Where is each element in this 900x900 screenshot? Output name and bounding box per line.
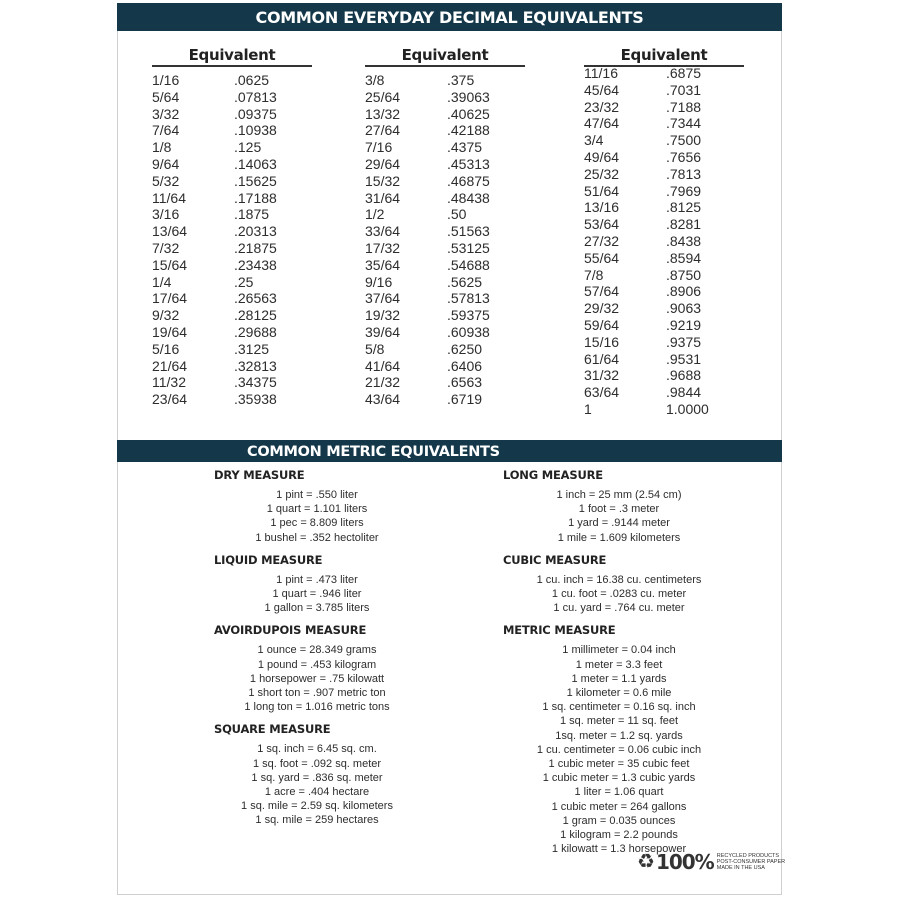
decimal-value: .14063 — [234, 155, 277, 172]
table-row — [152, 206, 312, 223]
decimal-value: .3125 — [234, 340, 270, 357]
recycled-text: RECYCLED PRODUCTS POST-CONSUMER PAPER MADE IN THE USA — [716, 853, 786, 871]
table-row — [584, 132, 744, 149]
fraction: 11/32 — [152, 374, 186, 391]
conversion-item: 1 sq. centimeter = 0.16 sq. inch — [542, 701, 696, 714]
fraction: 13/64 — [152, 223, 188, 240]
decimal-value: .5625 — [447, 273, 483, 290]
table-row — [365, 240, 525, 257]
table-row — [584, 250, 744, 267]
decimal-value: .9844 — [666, 384, 702, 401]
conversion-item: 1 meter = 3.3 feet — [575, 658, 663, 671]
decimal-value: .28125 — [234, 307, 277, 324]
table-row — [152, 307, 312, 324]
decimal-value: .51563 — [447, 223, 490, 240]
fraction: 31/32 — [584, 367, 620, 384]
measure-group — [214, 623, 454, 714]
table-row — [365, 374, 525, 391]
conversion-item: 1 inch = 25 mm (2.54 cm) — [556, 489, 682, 501]
fraction: 13/16 — [584, 199, 620, 216]
table-row — [152, 139, 312, 156]
table-row — [584, 82, 744, 99]
decimal-value: .21875 — [234, 239, 277, 256]
decimal-value: .40625 — [447, 105, 490, 122]
decimal-value: .15625 — [234, 172, 277, 189]
table-row — [365, 341, 525, 358]
decimal-value: .48438 — [447, 189, 490, 206]
decimal-value: .9375 — [666, 333, 702, 350]
table-row — [152, 240, 312, 257]
decimal-value: .9219 — [666, 316, 702, 333]
fraction: 1 — [584, 400, 592, 417]
fraction: 19/64 — [152, 323, 188, 340]
fraction: 3/8 — [365, 72, 385, 88]
conversion-item: 1 horsepower = .75 kilowatt — [249, 672, 385, 685]
table-row — [365, 122, 525, 139]
table-row — [152, 173, 312, 190]
metric-left-column — [214, 468, 454, 836]
decimal-value: .125 — [234, 139, 262, 156]
decimal-value: .6719 — [447, 391, 483, 408]
measure-group — [214, 468, 454, 545]
conversion-item: 1 sq. yard = .836 sq. meter — [251, 771, 383, 784]
measure-group-title: LIQUID MEASURE — [214, 552, 323, 567]
decimal-value: .57813 — [447, 290, 490, 307]
fraction: 33/64 — [365, 223, 401, 240]
table-row — [365, 324, 525, 341]
table-row — [584, 216, 744, 233]
decimal-value: .4375 — [447, 139, 483, 156]
decimal-value: .29688 — [234, 323, 277, 340]
conversion-item: 1 pound = .453 kilogram — [257, 658, 377, 671]
decimal-value: .17188 — [234, 189, 277, 206]
fraction: 49/64 — [584, 148, 620, 165]
decimal-value: .07813 — [234, 88, 277, 105]
recycled-badge — [637, 852, 785, 872]
decimal-value: .26563 — [234, 290, 277, 307]
table-row — [584, 166, 744, 183]
fraction: 7/8 — [584, 266, 604, 283]
decimal-value: .09375 — [234, 105, 277, 122]
column-header: Equivalent — [188, 46, 276, 64]
table-row — [584, 300, 744, 317]
conversion-item: 1 sq. inch = 6.45 sq. cm. — [257, 743, 377, 756]
recycled-percent: 100% — [655, 850, 714, 874]
conversion-item: 1 bushel = .352 hectoliter — [255, 531, 379, 544]
fraction: 45/64 — [584, 81, 620, 98]
decimal-value: .375 — [447, 72, 475, 88]
conversion-item: 1 long ton = 1.016 metric tons — [244, 701, 390, 714]
fraction: 11/64 — [152, 189, 186, 206]
fraction: 57/64 — [584, 283, 620, 300]
table-row — [152, 274, 312, 291]
conversion-item: 1 mile = 1.609 kilometers — [557, 531, 681, 544]
fraction: 31/64 — [365, 189, 401, 206]
decimal-value: .7188 — [666, 98, 702, 115]
decimal-value: .1875 — [234, 206, 270, 223]
fraction: 7/32 — [152, 239, 180, 256]
fraction: 47/64 — [584, 115, 620, 132]
fraction: 55/64 — [584, 249, 620, 266]
decimal-value: .39063 — [447, 88, 490, 105]
decimal-value: .7969 — [666, 182, 702, 199]
table-row — [584, 199, 744, 216]
conversion-item: 1 pint = .550 liter — [276, 489, 358, 501]
decimal-value: .32813 — [234, 357, 277, 374]
conversion-item: 1 cu. centimeter = 0.06 cubic inch — [536, 743, 702, 756]
decimal-value: .9063 — [666, 300, 702, 317]
table-row — [152, 89, 312, 106]
table-row — [152, 190, 312, 207]
fraction: 1/4 — [152, 273, 172, 290]
fraction: 21/32 — [365, 374, 401, 391]
fraction: 11/16 — [584, 65, 618, 81]
fraction: 29/32 — [584, 300, 620, 317]
measure-group — [214, 722, 454, 827]
decimal-value: .7031 — [666, 81, 702, 98]
fraction: 3/16 — [152, 206, 180, 223]
fraction: 29/64 — [365, 155, 401, 172]
decimal-value: .6406 — [447, 357, 483, 374]
table-row — [365, 72, 525, 89]
table-row — [365, 223, 525, 240]
decimal-value: .34375 — [234, 374, 277, 391]
column-header: Equivalent — [401, 46, 489, 64]
conversion-item: 1 kilowatt = 1.3 horsepower — [551, 843, 687, 856]
table-row — [584, 99, 744, 116]
fraction: 37/64 — [365, 290, 401, 307]
conversion-item: 1 acre = .404 hectare — [264, 786, 370, 799]
table-row — [152, 72, 312, 89]
table-row — [584, 65, 744, 82]
fraction: 63/64 — [584, 384, 620, 401]
table-row — [152, 391, 312, 408]
fraction: 61/64 — [584, 350, 620, 367]
metric-right-column — [503, 468, 763, 864]
conversion-item: 1 sq. foot = .092 sq. meter — [252, 757, 382, 770]
table-row — [584, 183, 744, 200]
table-row — [584, 317, 744, 334]
table-row — [152, 358, 312, 375]
header-rule — [152, 65, 312, 67]
decimal-column-1 — [152, 46, 312, 408]
fraction: 23/32 — [584, 98, 620, 115]
conversion-item: 1 sq. mile = 259 hectares — [255, 814, 379, 827]
fraction: 1/16 — [152, 72, 180, 88]
fraction: 15/32 — [365, 172, 401, 189]
decimal-value: .59375 — [447, 307, 490, 324]
decimal-value: .7500 — [666, 132, 702, 149]
measure-group-title: DRY MEASURE — [214, 468, 305, 482]
conversion-item: 1 kilometer = 0.6 mile — [566, 687, 672, 700]
fraction: 15/16 — [584, 333, 620, 350]
conversion-item: 1 meter = 1.1 yards — [571, 672, 667, 685]
conversion-item: 1sq. meter = 1.2 sq. yards — [555, 729, 683, 742]
conversion-item: 1 liter = 1.06 quart — [574, 786, 664, 799]
decimal-section-title: COMMON EVERYDAY DECIMAL EQUIVALENTS — [117, 3, 782, 31]
decimal-value: .23438 — [234, 256, 277, 273]
conversion-item: 1 quart = .946 liter — [272, 588, 362, 601]
fraction: 13/32 — [365, 105, 401, 122]
fraction: 15/64 — [152, 256, 188, 273]
fraction: 3/32 — [152, 105, 180, 122]
table-row — [365, 156, 525, 173]
decimal-value: .10938 — [234, 122, 277, 139]
measure-group-title: LONG MEASURE — [503, 468, 603, 482]
decimal-value: .60938 — [447, 323, 490, 340]
fraction: 27/32 — [584, 232, 620, 249]
fraction: 41/64 — [365, 357, 401, 374]
conversion-item: 1 yard = .9144 meter — [568, 517, 670, 530]
metric-section-title: COMMON METRIC EQUIVALENTS — [117, 440, 782, 462]
fraction: 43/64 — [365, 391, 401, 408]
conversion-item: 1 kilogram = 2.2 pounds — [560, 829, 678, 842]
decimal-value: .7344 — [666, 115, 702, 132]
decimal-value: .7656 — [666, 148, 702, 165]
table-row — [365, 358, 525, 375]
table-row — [365, 274, 525, 291]
conversion-item: 1 cu. foot = .0283 cu. meter — [551, 588, 687, 601]
decimal-value: .9688 — [666, 367, 702, 384]
decimal-value: .8125 — [666, 199, 702, 216]
table-row — [365, 257, 525, 274]
table-row — [584, 334, 744, 351]
decimal-value: .8906 — [666, 283, 702, 300]
fraction: 5/32 — [152, 172, 180, 189]
fraction: 9/64 — [152, 155, 180, 172]
fraction: 7/16 — [365, 139, 393, 156]
decimal-value: .8438 — [666, 232, 702, 249]
measure-group — [503, 553, 763, 616]
table-row — [365, 139, 525, 156]
decimal-value: .6250 — [447, 340, 483, 357]
fraction: 17/32 — [365, 239, 401, 256]
table-row — [152, 106, 312, 123]
conversion-item: 1 pint = .473 liter — [276, 573, 358, 586]
fraction: 25/64 — [365, 88, 401, 105]
measure-group-title: SQUARE MEASURE — [214, 722, 331, 737]
conversion-item: 1 short ton = .907 metric ton — [248, 687, 386, 700]
measure-group — [503, 623, 763, 856]
measure-group — [214, 553, 454, 616]
table-row — [152, 374, 312, 391]
conversion-item: 1 cubic meter = 264 gallons — [551, 800, 687, 813]
decimal-value: .50 — [447, 206, 467, 223]
decimal-value: .46875 — [447, 172, 490, 189]
decimal-value: .6875 — [666, 65, 702, 81]
fraction: 35/64 — [365, 256, 401, 273]
decimal-value: .8594 — [666, 249, 702, 266]
measure-group-title: METRIC MEASURE — [503, 623, 616, 638]
table-row — [584, 233, 744, 250]
conversion-item: 1 cu. yard = .764 cu. meter — [553, 602, 685, 615]
conversion-item: 1 cu. inch = 16.38 cu. centimeters — [536, 573, 702, 586]
table-row — [584, 401, 744, 418]
conversion-item: 1 cubic meter = 35 cubic feet — [548, 758, 690, 771]
fraction: 21/64 — [152, 357, 188, 374]
decimal-value: .9531 — [666, 350, 702, 367]
conversion-item: 1 gallon = 3.785 liters — [264, 602, 370, 615]
measure-group-title: AVOIRDUPOIS MEASURE — [214, 623, 367, 638]
table-row — [365, 290, 525, 307]
decimal-value: .35938 — [234, 391, 277, 408]
table-row — [584, 351, 744, 368]
column-header: Equivalent — [620, 46, 708, 64]
table-row — [365, 190, 525, 207]
fraction: 5/16 — [152, 340, 180, 357]
decimal-value: .42188 — [447, 122, 490, 139]
fraction: 19/32 — [365, 307, 401, 324]
decimal-value: .20313 — [234, 223, 277, 240]
table-row — [584, 267, 744, 284]
conversion-item: 1 quart = 1.101 liters — [266, 503, 368, 516]
decimal-value: .7813 — [666, 165, 702, 182]
conversion-item: 1 millimeter = 0.04 inch — [562, 644, 676, 657]
table-row — [365, 106, 525, 123]
table-row — [365, 173, 525, 190]
table-row — [365, 391, 525, 408]
table-row — [152, 122, 312, 139]
conversion-item: 1 sq. mile = 2.59 sq. kilometers — [241, 800, 393, 813]
measure-group-title: CUBIC MEASURE — [503, 552, 607, 567]
table-row — [584, 283, 744, 300]
decimal-value: .8281 — [666, 216, 702, 233]
fraction: 5/8 — [365, 340, 385, 357]
decimal-column-2 — [365, 46, 525, 408]
header-rule — [365, 65, 525, 67]
fraction: 3/4 — [584, 132, 604, 149]
fraction: 23/64 — [152, 391, 188, 408]
measure-group — [503, 468, 763, 545]
conversion-item: 1 cubic meter = 1.3 cubic yards — [542, 772, 696, 785]
decimal-value: 1.0000 — [666, 400, 709, 417]
fraction: 5/64 — [152, 88, 180, 105]
decimal-value: .6563 — [447, 374, 483, 391]
table-row — [152, 341, 312, 358]
fraction: 51/64 — [584, 182, 620, 199]
conversion-item: 1 pec = 8.809 liters — [270, 517, 364, 530]
fraction: 39/64 — [365, 323, 401, 340]
fraction: 1/2 — [365, 206, 385, 223]
fraction: 7/64 — [152, 122, 180, 139]
conversion-item: 1 foot = .3 meter — [578, 503, 660, 516]
fraction: 1/8 — [152, 139, 172, 156]
decimal-value: .0625 — [234, 72, 270, 88]
conversion-item: 1 gram = 0.035 ounces — [562, 814, 676, 827]
fraction: 59/64 — [584, 316, 620, 333]
table-row — [152, 257, 312, 274]
table-row — [365, 307, 525, 324]
table-row — [152, 156, 312, 173]
table-row — [152, 223, 312, 240]
table-row — [584, 367, 744, 384]
fraction: 9/16 — [365, 273, 393, 290]
decimal-value: .54688 — [447, 256, 490, 273]
decimal-value: .25 — [234, 273, 254, 290]
conversion-item: 1 sq. meter = 11 sq. feet — [559, 715, 679, 728]
table-row — [152, 324, 312, 341]
decimal-value: .8750 — [666, 266, 702, 283]
conversion-item: 1 ounce = 28.349 grams — [257, 644, 377, 657]
table-row — [152, 290, 312, 307]
fraction: 27/64 — [365, 122, 401, 139]
table-row — [584, 149, 744, 166]
fraction: 25/32 — [584, 165, 620, 182]
fraction: 53/64 — [584, 216, 620, 233]
fraction: 9/32 — [152, 307, 180, 324]
recycle-icon: ♻ — [637, 851, 655, 873]
table-row — [365, 89, 525, 106]
decimal-value: .53125 — [447, 239, 490, 256]
fraction: 17/64 — [152, 290, 188, 307]
table-row — [584, 384, 744, 401]
decimal-column-3 — [584, 46, 744, 417]
decimal-value: .45313 — [447, 155, 490, 172]
table-row — [365, 206, 525, 223]
table-row — [584, 115, 744, 132]
